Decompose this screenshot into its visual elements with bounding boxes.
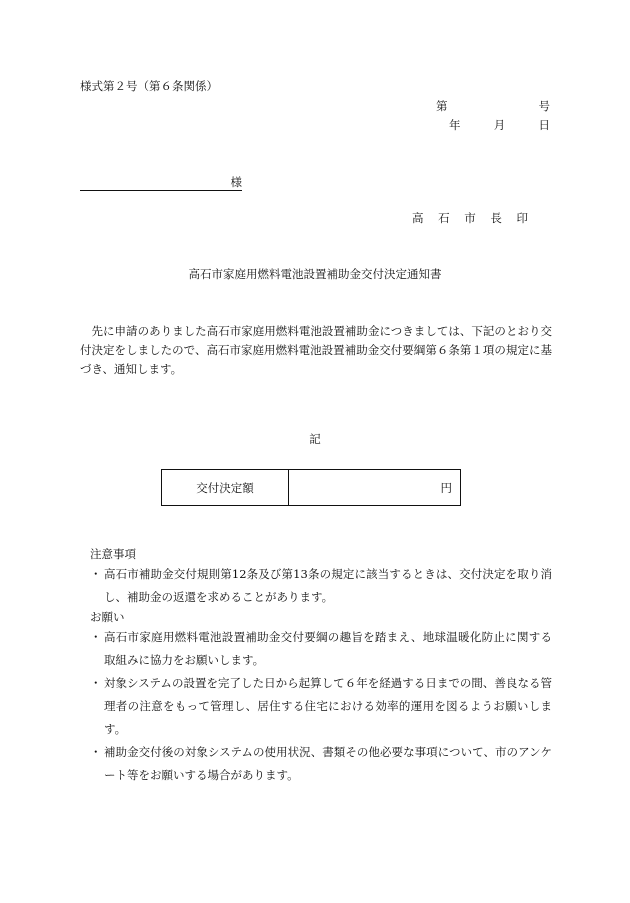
ki-heading: 記 [309,432,321,446]
request-item [90,672,552,741]
form-label: 様式第２号（第６条関係） [80,79,218,93]
notes-section [90,546,552,787]
bullet: ・ [90,630,102,644]
request-item [90,741,552,787]
request-item-text: 対象システムの設置を完了した日から起算して６年を経過する日までの間、善良なる管理者の注意をもって管理し、居住する住宅における効率的運用を図るようお願いします。 [104,676,552,736]
bullet: ・ [90,567,102,581]
date-month: 月 [493,118,506,132]
caution-item [90,563,552,609]
number-prefix: 第 [436,99,448,113]
request-item [90,626,552,672]
document-title: 高石市家庭用燃料電池設置補助金交付決定通知書 [188,267,442,281]
document-number-line [436,100,550,114]
issuer-char: 高 [412,211,424,225]
issuer-char: 市 [464,211,476,225]
caution-heading: 注意事項 [90,547,136,561]
request-item-text: 高石市家庭用燃料電池設置補助金交付要綱の趣旨を踏まえ、地球温暖化防止に関する取組みに協力をお願いします。 [104,630,552,667]
body-paragraph: 先に申請のありました高石市家庭用燃料電池設置補助金につきましては、下記のとおり交付決定をしましたので、高石市家庭用燃料電池設置補助金交付要綱第６条第１項の規定に基づき、通知します。 [80,324,552,376]
issuer-char: 長 [490,211,502,225]
seal-mark: 印 [516,211,528,225]
recipient-honorific: 様 [230,175,242,189]
issuer-char: 石 [438,211,450,225]
amount-value-cell [289,470,460,505]
date-year: 年 [449,118,461,132]
bullet: ・ [90,676,102,690]
request-heading: お願い [90,610,125,624]
number-suffix: 号 [538,99,550,113]
amount-label: 交付決定額 [162,470,289,505]
caution-item-text: 高石市補助金交付規則第12条及び第13条の規定に該当するときは、交付決定を取り消し、補助金の返還を求めることがあります。 [104,567,552,604]
date-day: 日 [538,118,550,132]
amount-unit: 円 [440,480,452,495]
date-line [449,119,550,133]
amount-table [161,469,461,506]
request-item-text: 補助金交付後の対象システムの使用状況、書類その他必要な事項について、市のアンケート等をお願いする場合があります。 [104,745,552,782]
recipient-line [80,176,242,191]
issuer-line [412,212,528,226]
bullet: ・ [90,745,102,759]
